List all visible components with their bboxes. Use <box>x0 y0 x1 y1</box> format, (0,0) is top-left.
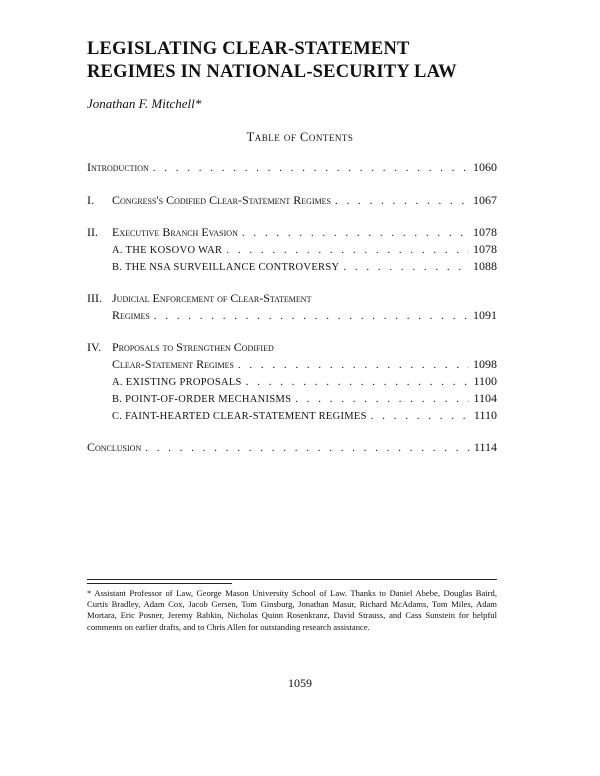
footnote-divider-short <box>87 583 232 584</box>
toc-entry-part-2a[interactable] <box>87 242 497 257</box>
toc-label: Introduction <box>87 160 149 174</box>
toc-entry-part-4a[interactable] <box>87 374 497 389</box>
toc-page: 1091 <box>473 308 497 322</box>
toc-leader <box>246 376 470 388</box>
toc-label: Clear-Statement Regimes <box>112 357 234 371</box>
toc-page: 1060 <box>473 160 497 174</box>
toc-label: Congress's Codified Clear-Statement Regimes <box>112 193 331 207</box>
author-name: Jonathan F. Mitchell* <box>87 96 202 111</box>
toc-entry-part-4[interactable] <box>87 357 497 372</box>
toc-label: A. EXISTING PROPOSALS <box>112 377 242 388</box>
toc-label: B. POINT-OF-ORDER MECHANISMS <box>112 394 292 405</box>
toc-leader <box>154 310 469 322</box>
toc-page: 1078 <box>473 225 497 239</box>
footnote-divider <box>87 579 497 580</box>
toc-number: III. <box>87 291 102 305</box>
toc-page: 1088 <box>473 259 497 273</box>
toc-label: A. THE KOSOVO WAR <box>112 245 223 256</box>
toc-leader <box>226 244 469 256</box>
title-line-1: LEGISLATING CLEAR-STATEMENT <box>87 39 410 59</box>
author-footnote: * Assistant Professor of Law, George Mason University School of Law. Thanks to Daniel Abebe, Douglas Baird, Curtis Bradley, Adam Cox, Jacob Gersen, Tom Ginsburg, Jonathan Masur, Richard McAdams, Tom Miles, Adam Mortara, Eric Posner, Jeremy Rabkin, Nicholas Quinn Rosenkranz, David Strauss, and Cass Sunstein for helpful comments on earlier drafts, and to Chris Allen for outstanding research assistance. <box>87 588 497 632</box>
toc-page: 1114 <box>473 440 497 454</box>
toc-page: 1098 <box>473 357 497 371</box>
toc-leader <box>145 442 470 454</box>
toc-label: Regimes <box>112 308 150 322</box>
page-number: 1059 <box>288 676 312 690</box>
title-line-2: REGIMES IN NATIONAL-SECURITY LAW <box>87 62 457 82</box>
toc-entry-part-2[interactable] <box>87 225 497 240</box>
toc-leader <box>371 410 470 422</box>
toc-entry-part-1[interactable] <box>87 193 497 208</box>
toc-leader <box>343 261 469 273</box>
toc-number: I. <box>87 193 94 207</box>
toc-entry-part-4b[interactable] <box>87 391 497 406</box>
toc-label: C. FAINT-HEARTED CLEAR-STATEMENT REGIMES <box>112 411 367 422</box>
article-title <box>87 38 527 84</box>
toc-label: B. THE NSA SURVEILLANCE CONTROVERSY <box>112 262 340 273</box>
toc-page: 1078 <box>473 242 497 256</box>
toc-page: 1104 <box>473 391 497 405</box>
toc-leader <box>295 393 469 405</box>
toc-leader <box>238 359 469 371</box>
toc-entry-conclusion[interactable] <box>87 440 497 455</box>
toc-entry-part-4-line-1[interactable] <box>87 340 274 355</box>
toc-page: 1067 <box>473 193 497 207</box>
toc-label: Conclusion <box>87 440 142 454</box>
toc-entry-part-4c[interactable] <box>87 408 497 423</box>
toc-page: 1110 <box>473 408 497 422</box>
toc-label: Executive Branch Evasion <box>112 225 238 239</box>
toc-page: 1100 <box>473 374 497 388</box>
toc-label: Judicial Enforcement of Clear-Statement <box>112 291 312 305</box>
toc-leader <box>153 162 469 174</box>
toc-entry-part-3-line-1[interactable] <box>87 291 311 306</box>
toc-entry-part-3[interactable] <box>87 308 497 323</box>
toc-heading: Table of Contents <box>246 130 354 144</box>
toc-entry-part-2b[interactable] <box>87 259 497 274</box>
toc-number: II. <box>87 225 98 239</box>
toc-entry-introduction[interactable] <box>87 160 497 175</box>
toc-label: Proposals to Strengthen Codified <box>112 340 274 354</box>
toc-leader <box>242 227 469 239</box>
toc-leader <box>335 195 469 207</box>
toc-number: IV. <box>87 340 102 354</box>
